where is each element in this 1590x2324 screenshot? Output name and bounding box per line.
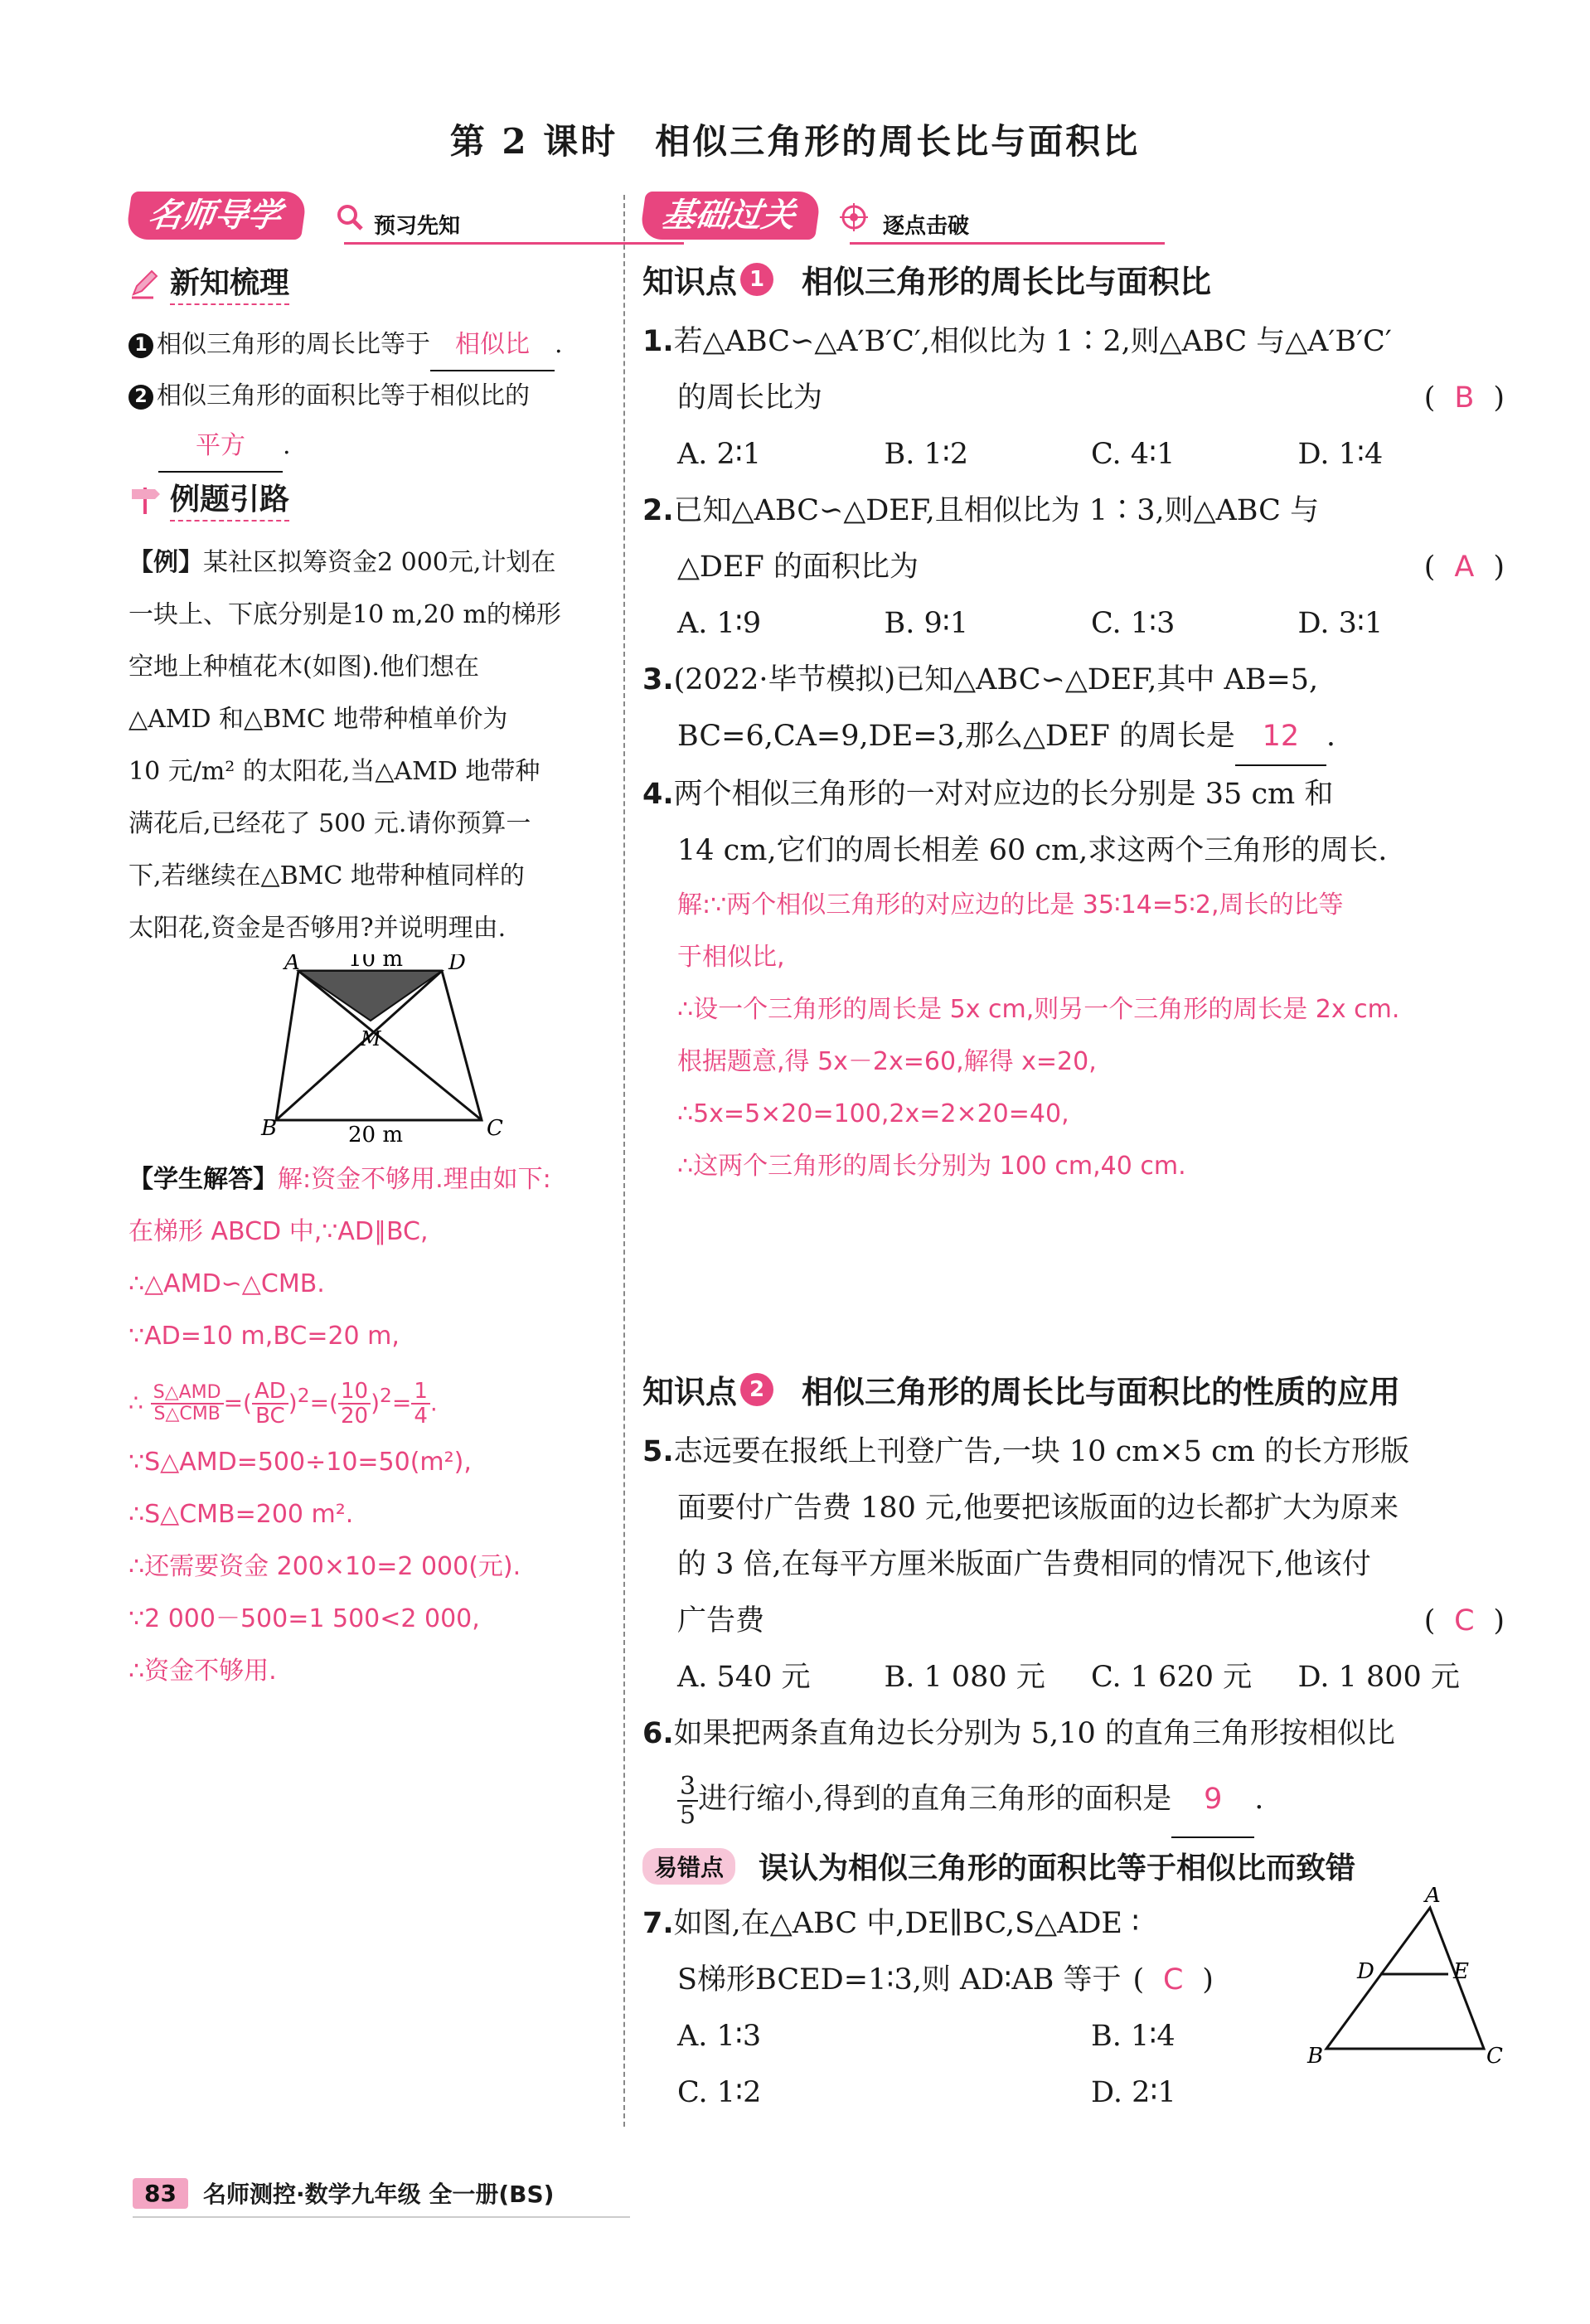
answer-blank: 9 — [1171, 1762, 1254, 1838]
answer-blank: 相似比 — [430, 320, 555, 371]
answer-choice: A — [1454, 551, 1475, 584]
knowledge-item-2-blank: 平方 . — [128, 421, 609, 473]
banner-subtitle: 逐点击破 — [883, 214, 970, 239]
signpost-icon — [128, 483, 162, 516]
example-text: 【例】某社区拟筹资金2 000元,计划在 一块上、下底分别是10 m,20 m的梯形 空地上种植花木(如图).他们想在 △AMD 和△BMC 地带种植单价为 10 元/m² 的太阳花,当△AMD 地带种 满花后,已经花了 500 元.请你预算一 下,若继续在△BMC 地带种植同样的 太阳花,资金是否够用?并说明理由. — [128, 548, 561, 943]
question-4: 4.两个相似三角形的一对对应边的长分别是 35 cm 和 14 cm,它们的周长相差 60 cm,求这两个三角形的周长. 解:∵两个相似三角形的对应边的比是 35∶14=5∶2,周长的比等 于相似比, ∴设一个三角形的周长是 5x cm,则另一个三角形的周长是 2x cm. 根据题意,得 5x－2x=60,解得 x=20, ∴5x=5×20=100,2x=2×20=40, ∴这两个三角形的周长分别为 100 cm,40 cm. — [642, 766, 1505, 1192]
column-divider — [623, 195, 625, 2127]
search-icon — [336, 203, 364, 231]
knowledge-item-1: 1 相似三角形的周长比等于 相似比 . — [128, 320, 609, 371]
answer-choice: C — [1162, 1963, 1184, 1997]
easy-mistake-header: 易错点 误认为相似三角形的面积比等于相似比而致错 — [642, 1845, 1505, 1887]
answer-blank: 12 — [1235, 708, 1326, 766]
question-6: 6.如果把两条直角边长分别为 5,10 的直角三角形按相似比 $\frac{3}{5}$ 进行缩小,得到的直角三角形的面积是 9 . — [642, 1705, 1505, 1838]
section-title: 新知梳理 — [170, 260, 289, 305]
answer-blank: 平方 — [158, 421, 283, 473]
pencil-icon — [128, 266, 162, 299]
banner-subtitle: 预习先知 — [374, 214, 461, 239]
book-title: 名师测控·数学九年级 全一册(BS) — [202, 2181, 555, 2208]
label-E: E — [1453, 1959, 1469, 1984]
section-example — [128, 476, 609, 522]
label-M: M — [361, 1027, 381, 1050]
q4-solution: 解:∵两个相似三角形的对应边的比是 35∶14=5∶2,周长的比等 于相似比, ∴设一个三角形的周长是 5x cm,则另一个三角形的周长是 2x cm. 根据题意,得 5x－2x=60,解得 x=20, ∴5x=5×20=100,2x=2×20=40, ∴这两个三角形的周长分别为 100 cm,40 cm. — [677, 890, 1400, 1181]
page-title: 第 2 课时 相似三角形的周长比与面积比 — [449, 121, 1141, 162]
trapezoid-figure — [128, 954, 609, 1145]
question-1: 1.若△ABC∽△A′B′C′,相似比为 1∶2,则△ABC 与△A′B′C′ 的周长比为 ( B ) A. 2∶1 B. 1∶2 C. 4∶1 D. 1∶4 — [642, 325, 1505, 471]
knowledge-item-2: 2 相似三角形的面积比等于相似比的 — [128, 371, 609, 421]
label-A: A — [1425, 1887, 1441, 1908]
label-top: 10 m — [348, 954, 404, 972]
banner-underline — [850, 242, 1165, 245]
student-solution: 【学生解答】解:资金不够用.理由如下: 在梯形 ABCD 中,∵AD∥BC, ∴△AMD∽△CMB. ∵AD=10 m,BC=20 m, ∴ $\frac{\text{S△AMD}}{\text{S△CMB}}$ =( $\frac{AD}{BC}$ )$^2$=( $\frac{10}{20}$ )$^2$= $\frac{1}{4}$ . ∵S△AMD=500÷10=50(m²), ∴S△CMB=200 m². ∴还需要资金 200×10=2 000(元). ∵2 000－500=1 500<2 000, ∴资金不够用. — [128, 1153, 609, 1697]
target-icon — [840, 203, 868, 231]
knowledge-point-1: 知识点 1 相似三角形的周长比与面积比 — [642, 264, 1212, 300]
page-number: 83 — [133, 2178, 188, 2209]
footer-line — [133, 2216, 630, 2218]
knowledge-point-2: 知识点 2 相似三角形的周长比与面积比的性质的应用 — [642, 1374, 1401, 1410]
label-D: D — [1357, 1959, 1374, 1984]
label-C: C — [1486, 2044, 1503, 2069]
left-banner — [128, 187, 609, 245]
label-B: B — [1307, 2044, 1324, 2069]
question-7: 7.如图,在△ABC 中,DE∥BC,S△ADE ∶ S梯形BCED=1∶3,则 AD∶AB 等于 ( C ) A. 1∶3 B. 1∶4 C. 1∶2 D. 2∶1 A D E B C — [642, 1895, 1505, 2121]
right-column — [642, 187, 1505, 2121]
right-banner — [642, 187, 1505, 245]
left-column — [128, 187, 609, 1697]
label-bottom: 20 m — [348, 1123, 404, 1145]
answer-choice: C — [1454, 1604, 1475, 1637]
question-5: 5.志远要在报纸上刊登广告,一块 10 cm×5 cm 的长方形版 面要付广告费 180 元,他要把该版面的边长都扩大为原来 的 3 倍,在每平方厘米版面广告费相同的情况下,他该付 广告费 ( C ) A. 540 元 B. 1 080 元 C. 1 620 元 D. 1 800 元 — [642, 1435, 1505, 1694]
section-new-knowledge — [128, 260, 609, 305]
banner-title: 名师导学 — [125, 192, 308, 240]
label-D: D — [448, 954, 466, 975]
label-B: B — [261, 1116, 278, 1141]
fraction-line: ∴ $\frac{\text{S△AMD}}{\text{S△CMB}}$ =( $\frac{AD}{BC}$ )$^2$=( $\frac{10}{20}$ )$^2$= $\frac{1}{4}$ . — [128, 1378, 438, 1429]
question-3: 3.(2022·毕节模拟)已知△ABC∽△DEF,其中 AB=5, BC=6,CA=9,DE=3,那么△DEF 的周长是 12 . — [642, 652, 1505, 766]
answer-choice: B — [1454, 381, 1475, 415]
page-footer — [133, 2176, 554, 2210]
triangle-figure — [1306, 1887, 1505, 2078]
section-title: 例题引路 — [170, 476, 289, 522]
banner-underline — [344, 242, 684, 245]
label-A: A — [284, 954, 300, 975]
banner-title: 基础过关 — [639, 192, 822, 240]
question-2: 2.已知△ABC∽△DEF,且相似比为 1∶3,则△ABC 与 △DEF 的面积比为 ( A ) A. 1∶9 B. 9∶1 C. 1∶3 D. 3∶1 — [642, 494, 1505, 640]
label-C: C — [487, 1116, 503, 1141]
